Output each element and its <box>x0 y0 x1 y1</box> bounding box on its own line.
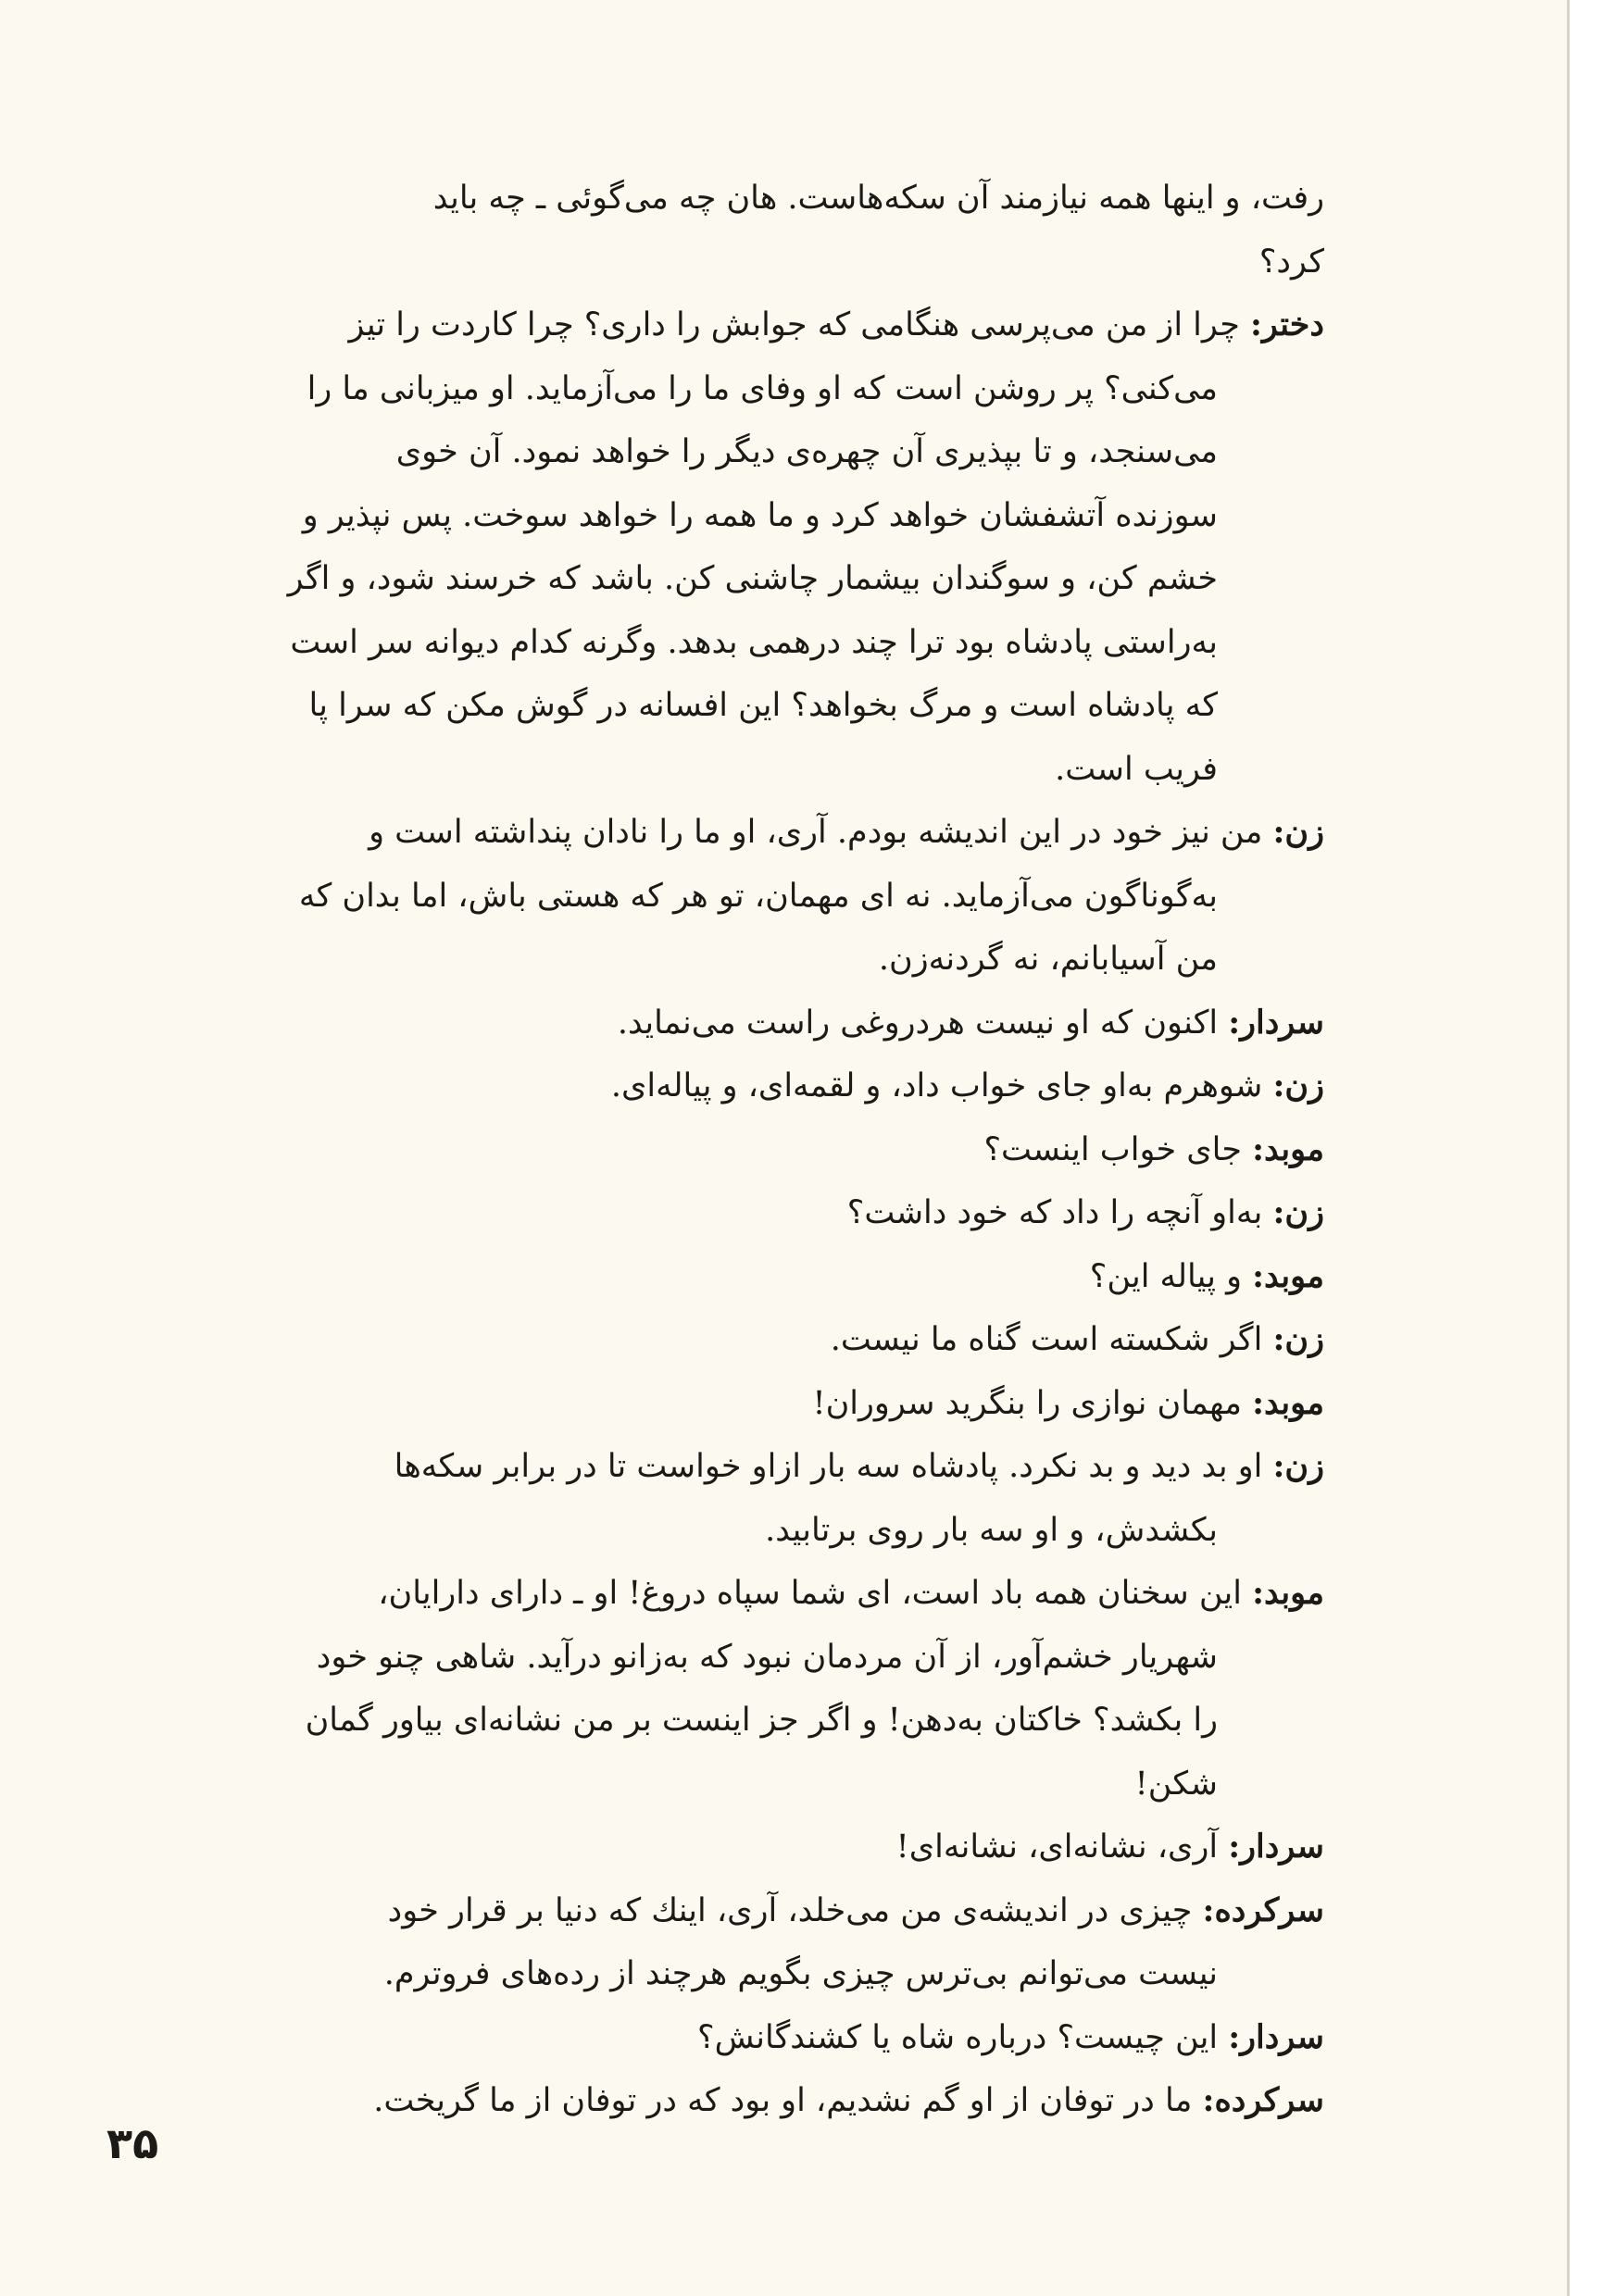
speaker-name: سرکرده: <box>1202 1890 1324 1929</box>
speaker-name: زن: <box>1272 813 1324 851</box>
line-text: من نیز خود در این اندیشه بودم. آری، او ما را نادان پنداشته است و <box>369 814 1263 851</box>
text-line <box>199 167 1324 231</box>
dialogue-paragraph <box>199 992 1324 1055</box>
text-line <box>199 1181 1324 1245</box>
line-text: و پیاله این؟ <box>1089 1257 1242 1295</box>
text-line <box>199 1879 1324 1943</box>
line-text: آری، نشانه‌ای، نشانه‌ای! <box>895 1828 1219 1866</box>
speaker-name: دختر: <box>1249 306 1324 343</box>
dialogue-paragraph <box>199 2069 1324 2133</box>
line-text: شوهرم به‌او جای خواب داد، و لقمه‌ای، و پیاله‌ای. <box>610 1067 1263 1104</box>
dialogue-paragraph <box>199 167 1324 293</box>
text-line <box>199 293 1324 357</box>
speaker-name: زن: <box>1272 1320 1324 1358</box>
speaker-name: سرکرده: <box>1202 2081 1324 2119</box>
dialogue-paragraph <box>199 1245 1324 1309</box>
text-line <box>199 1308 1324 1372</box>
text-line: که پادشاه است و مرگ بخواهد؟ این افسانه در گوش مکن که سرا پا <box>308 687 1218 724</box>
text-line <box>199 1562 1324 1626</box>
speaker-name: موبد: <box>1252 1129 1324 1168</box>
text-line <box>199 1054 1324 1118</box>
line-text: او بد دید و بد نکرد. پادشاه سه بار ازاو خواست تا در برابر سکه‌ها <box>394 1448 1263 1485</box>
text-line: می‌کنی؟ پر روشن است که او وفای ما را می‌آزماید. او میزبانی ما را <box>307 369 1218 407</box>
text-line: می‌سنجد، و تا بپذیری آن چهره‌ی دیگر را خواهد نمود. آن خوی <box>395 433 1218 470</box>
text-line: نیست می‌توانم بی‌ترس چیزی بگویم هرچند از رده‌های فروترم. <box>383 1955 1218 1992</box>
line-text: این چیست؟ درباره شاه یا کشندگانش؟ <box>697 2018 1219 2056</box>
speaker-name: موبد: <box>1252 1256 1324 1295</box>
text-line <box>199 1118 1324 1182</box>
dialogue-paragraph <box>199 801 1324 992</box>
dialogue-paragraph <box>199 1816 1324 1879</box>
line-text: به‌او آنچه را داد که خود داشت؟ <box>846 1194 1263 1231</box>
speaker-name: سردار: <box>1228 1003 1324 1042</box>
text-line: بکشدش، و او سه بار روی برتابید. <box>765 1511 1218 1549</box>
line-text: ما در توفان از او گم نشدیم، او بود که در توفان از ما گریخت. <box>373 2082 1193 2119</box>
dialogue-paragraph <box>199 1308 1324 1372</box>
line-text: جای خواب اینست؟ <box>983 1130 1242 1168</box>
page-text <box>199 167 1324 2133</box>
text-line: فریب است. <box>1055 750 1218 788</box>
text-line <box>199 1372 1324 1436</box>
text-line: من آسیابانم، نه گردنه‌زن. <box>878 941 1218 978</box>
dialogue-paragraph <box>199 1118 1324 1182</box>
dialogue-paragraph <box>199 293 1324 801</box>
text-line: شکن! <box>1134 1765 1218 1803</box>
line-text: رفت، و اینها همه نیازمند آن سکه‌هاست. هان چه می‌گوئی ـ چه باید <box>432 180 1324 217</box>
line-text: چرا از من می‌پرسی هنگامی که جوابش را داری؟ چرا کاردت را تیز <box>348 306 1240 343</box>
text-line: کرد؟ <box>1258 243 1324 281</box>
dialogue-paragraph <box>199 1562 1324 1816</box>
text-line <box>199 2006 1324 2070</box>
dialogue-paragraph <box>199 1054 1324 1118</box>
text-line <box>199 1816 1324 1879</box>
line-text: این سخنان همه باد است، ای شما سپاه دروغ! او ـ دارای دارایان، <box>378 1575 1242 1612</box>
text-line: خشم کن، و سوگندان بیشمار چاشنی کن. باشد که خرسند شود، و اگر <box>287 560 1218 597</box>
dialogue-paragraph <box>199 1181 1324 1245</box>
text-line: را بکشد؟ خاکتان به‌دهن! و اگر جز اینست بر من نشانه‌ای بیاور گمان <box>305 1702 1218 1739</box>
line-text: چیزی در اندیشه‌ی من می‌خلد، آری، اینك که دنیا بر قرار خود <box>387 1891 1193 1929</box>
speaker-name: زن: <box>1272 1193 1324 1231</box>
text-line: به‌راستی پادشاه بود ترا چند درهمی بدهد. وگرنه کدام دیوانه سر است <box>290 623 1218 661</box>
speaker-name: سردار: <box>1228 2017 1324 2056</box>
line-text: اکنون که او نیست هردروغی راست می‌نماید. <box>617 1004 1219 1042</box>
speaker-name: زن: <box>1272 1067 1324 1104</box>
speaker-name: موبد: <box>1252 1383 1324 1422</box>
text-line: شهریار خشم‌آور، از آن مردمان نبود که به‌زانو درآید. شاهی چنو خود <box>316 1638 1218 1676</box>
dialogue-paragraph <box>199 2006 1324 2070</box>
dialogue-paragraph <box>199 1435 1324 1562</box>
dialogue-paragraph <box>199 1372 1324 1436</box>
text-line <box>199 2069 1324 2133</box>
text-line: به‌گوناگون می‌آزماید. نه ای مهمان، تو هر که هستی باش، اما بدان که <box>298 877 1218 915</box>
speaker-name: سردار: <box>1228 1828 1324 1866</box>
text-line <box>199 992 1324 1055</box>
line-text: اگر شکسته است گناه ما نیست. <box>830 1321 1263 1358</box>
text-line <box>199 1245 1324 1309</box>
text-line <box>199 801 1324 865</box>
text-line: سوزنده آتشفشان خواهد کرد و ما همه را خواهد سوخت. پس نپذیر و <box>302 496 1218 534</box>
dialogue-paragraph <box>199 1879 1324 2006</box>
speaker-name: زن: <box>1272 1447 1324 1485</box>
line-text: مهمان نوازی را بنگرید سروران! <box>812 1384 1242 1422</box>
page-number: ۳۵ <box>106 2118 159 2168</box>
speaker-name: موبد: <box>1252 1574 1324 1612</box>
text-line <box>199 1435 1324 1499</box>
